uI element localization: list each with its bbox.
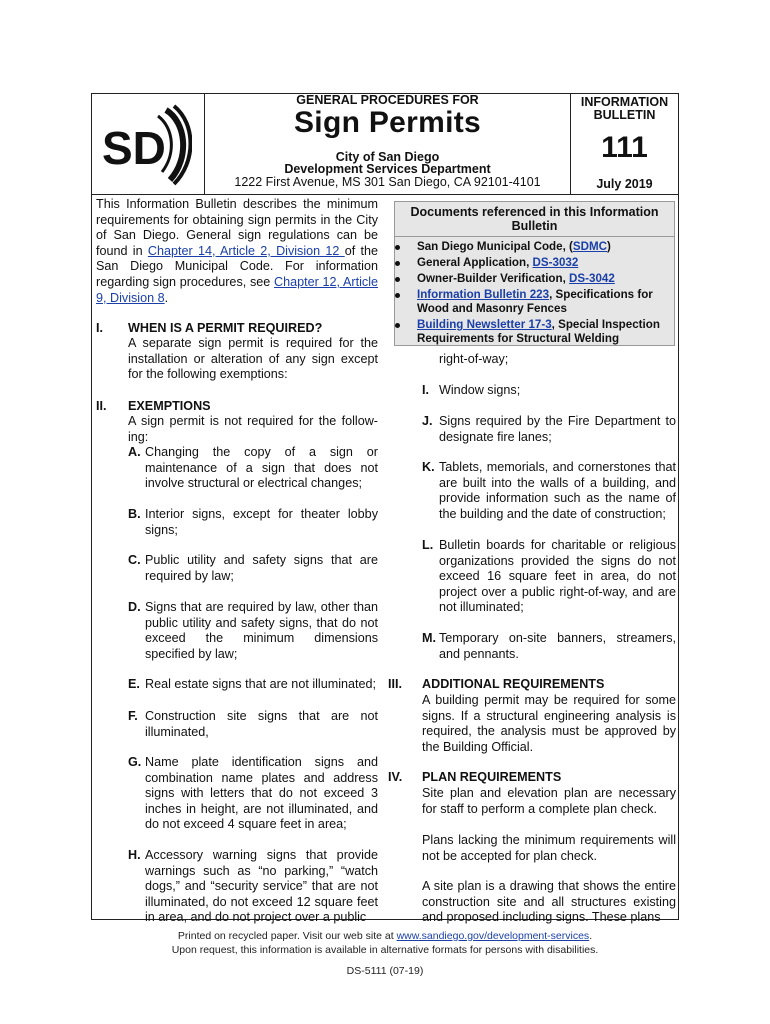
general-procedures-label: GENERAL PROCEDURES FOR xyxy=(296,93,479,107)
link-chapter-12[interactable]: Chapter 12, Article 9, Division 8 xyxy=(96,274,378,305)
link-website[interactable]: www.sandiego.gov/development-services xyxy=(396,930,590,942)
exemption-letter: M. xyxy=(422,631,436,645)
section-4-number: IV. xyxy=(388,770,403,784)
section-1-heading: WHEN IS A PERMIT REQUIRED? xyxy=(128,321,323,335)
section-2-number: II. xyxy=(96,399,107,413)
exemption-k: K. Tablets, memorials, and cornerstones that are built into the walls of a building, and provide information such as the name of the building and the date of construction; xyxy=(422,460,676,521)
section-3-heading: ADDITIONAL REQUIREMENTS xyxy=(422,677,605,691)
exemption-letter: F. xyxy=(128,709,138,723)
exemption-i: I. Window signs; xyxy=(422,383,521,397)
exemption-j: J. Signs required by the Fire Department to designate fire lanes; xyxy=(422,414,676,444)
section-4-heading: PLAN REQUIREMENTS xyxy=(422,770,562,784)
link-ds-3042[interactable]: DS-3042 xyxy=(569,272,615,285)
documents-referenced-title: Documents referenced in this Information Bulletin xyxy=(410,205,659,233)
footer-recycled-note: Printed on recycled paper. Visit our web site at www.sandiego.gov/development-services. xyxy=(177,930,593,942)
section-4-text-1: Site plan and elevation plan are necessary for staff to perform a complete plan check. xyxy=(422,786,676,816)
section-4-text-3: A site plan is a drawing that shows the entire construction site and all structures existing and proposed including signs. These plans xyxy=(422,879,676,925)
department-address: 1222 First Avenue, MS 301 San Diego, CA 92101-4101 xyxy=(234,175,541,189)
document-item: General Application, DS-3032 xyxy=(392,256,672,270)
exemption-h-continued: right-of-way; xyxy=(439,352,509,366)
divider xyxy=(395,236,674,237)
bullet-icon xyxy=(395,261,400,266)
exemption-letter: B. xyxy=(128,507,141,521)
link-chapter-14[interactable]: Chapter 14, Article 2, Division 12 xyxy=(147,243,345,258)
exemption-g: G. Name plate identification signs and combination name plates and address signs with letters that do not exceed 3 inches in height, are not illuminated, and do not exceed 4 square feet in area; xyxy=(128,755,378,832)
exemption-letter: G. xyxy=(128,755,142,769)
exemption-d: D. Signs that are required by law, other than public utility and safety signs, that do not exceed the minimum dimensions specified by law; xyxy=(128,600,378,661)
form-number: DS-5111 (07-19) xyxy=(346,965,424,977)
document-item: Owner-Builder Verification, DS-3042 xyxy=(392,272,672,286)
exemption-letter: H. xyxy=(128,848,141,862)
documents-list xyxy=(392,240,672,348)
section-2-text: A sign permit is not required for the follow-ing: xyxy=(128,414,378,444)
bulletin-number: 111 xyxy=(601,131,648,164)
page-title: Sign Permits xyxy=(294,106,481,139)
link-ib-223[interactable]: Information Bulletin 223 xyxy=(417,288,550,301)
sd-logo xyxy=(100,102,192,188)
section-1-number: I. xyxy=(96,321,103,335)
intro-paragraph: This Information Bulletin describes the minimum requirements for obtaining sign permits in the City of San Diego. General sign regulations can be found in Chapter 14, Article 2, Division 12 of the San Diego Municipal Code. For information regarding sign procedures, see Chapter 12, Article 9, Division 8. xyxy=(96,197,379,305)
exemption-letter: A. xyxy=(128,445,141,459)
exemption-letter: I. xyxy=(422,383,429,397)
exemption-letter: C. xyxy=(128,553,141,567)
bullet-icon xyxy=(395,277,400,282)
department-name: Development Services Department xyxy=(284,162,491,176)
exemption-letter: D. xyxy=(128,600,141,614)
bulletin-date: July 2019 xyxy=(596,177,653,191)
info-bulletin-label: INFORMATION BULLETIN xyxy=(580,95,669,122)
svg-text:SD: SD xyxy=(102,122,166,174)
link-sdmc[interactable]: SDMC xyxy=(572,240,608,253)
exemption-letter: K. xyxy=(422,460,435,474)
exemption-b: B. Interior signs, except for theater lobby signs; xyxy=(128,507,378,537)
exemption-h: H. Accessory warning signs that provide warnings such as “no parking,” “watch dogs,” and “security service” that are not illuminated, do not exceed 12 square feet in area, and do not project over a public xyxy=(128,848,378,925)
exemption-a: A. Changing the copy of a sign or maintenance of a sign that does not involve structural or electrical changes; xyxy=(128,445,378,491)
link-ds-3032[interactable]: DS-3032 xyxy=(532,256,579,269)
exemption-e: E. Real estate signs that are not illuminated; xyxy=(128,677,377,691)
section-2-heading: EXEMPTIONS xyxy=(128,399,211,413)
exemption-f: F. Construction site signs that are not illuminated, xyxy=(128,709,378,739)
exemption-letter: E. xyxy=(128,677,140,691)
bullet-icon xyxy=(395,245,400,250)
page-border-right xyxy=(678,195,679,920)
city-name: City of San Diego xyxy=(335,150,440,164)
link-newsletter-17-3[interactable]: Building Newsletter 17-3 xyxy=(417,318,552,331)
footer-accessibility-note: Upon request, this information is available in alternative formats for persons with disabilities. xyxy=(171,944,599,956)
page-border-left xyxy=(91,195,92,920)
bullet-icon xyxy=(395,293,400,298)
section-3-number: III. xyxy=(388,677,402,691)
section-1-text: A separate sign permit is required for the installation or alteration of any sign except for the following exemptions: xyxy=(128,336,378,382)
exemption-c: C. Public utility and safety signs that are required by law; xyxy=(128,553,378,583)
exemption-l: L. Bulletin boards for charitable or religious organizations provided the signs do not exceed 16 square feet in area, do not project over a public right-of-way, and are not illuminated; xyxy=(422,538,676,615)
section-4-text-2: Plans lacking the minimum requirements will not be accepted for plan check. xyxy=(422,833,676,863)
bullet-icon xyxy=(395,323,400,328)
document-item: Building Newsletter 17-3, Special Inspection Requirements for Structural Welding xyxy=(392,318,672,346)
section-3-text: A building permit may be required for some signs. If a structural engineering analysis is required, the analysis must be approved by the Building Official. xyxy=(422,693,676,754)
exemption-letter: L. xyxy=(422,538,434,552)
document-item: Information Bulletin 223, Specifications for Wood and Masonry Fences xyxy=(392,288,672,316)
exemption-letter: J. xyxy=(422,414,433,428)
exemption-m: M. Temporary on-site banners, streamers, and pennants. xyxy=(422,631,676,661)
document-item: San Diego Municipal Code, (SDMC) xyxy=(392,240,672,254)
